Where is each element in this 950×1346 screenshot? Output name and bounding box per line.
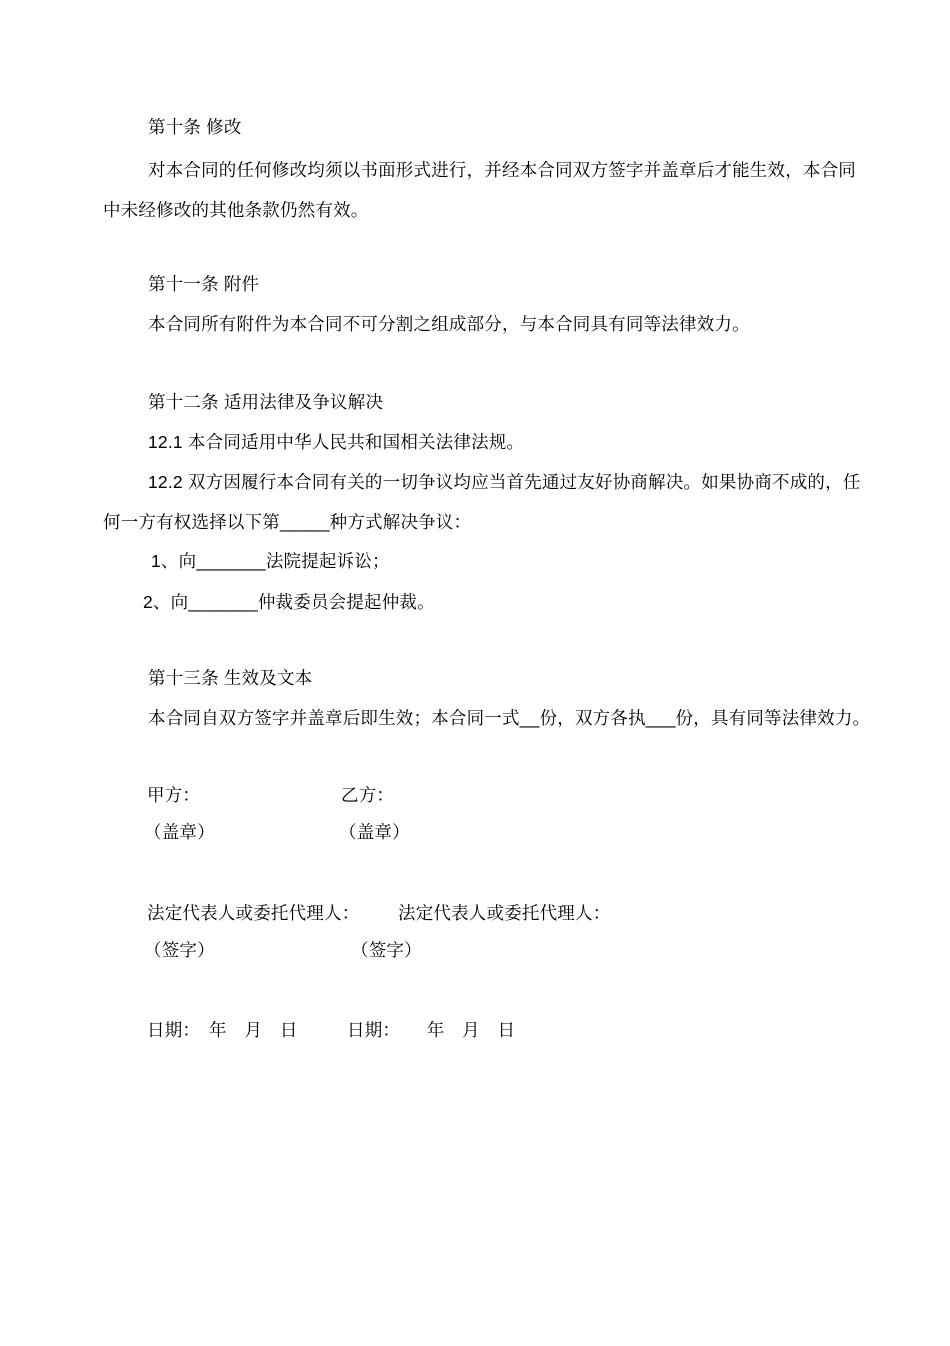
party-a-label: 甲方：: [147, 785, 201, 805]
article-10-body-line-2: 中未经修改的其他条款仍然有效。: [103, 200, 369, 220]
party-b-date-line: 日期： 年 月 日: [347, 1020, 516, 1040]
party-a-seal-label: （盖章）: [144, 822, 215, 842]
article-12-clause-12-1: 12.1 本合同适用中华人民共和国相关法律法规。: [148, 432, 525, 452]
article-12-option-2-arbitration: 2、向_______仲裁委员会提起仲裁。: [143, 592, 435, 612]
party-b-seal-label: （盖章）: [339, 822, 410, 842]
article-12-clause-12-2-line-1: 12.2 双方因履行本合同有关的一切争议均应当首先通过友好协商解决。如果协商不成的，任: [148, 472, 861, 492]
article-10-heading: 第十条 修改: [148, 117, 242, 137]
party-b-signature-label: （签字）: [351, 940, 422, 960]
article-13-heading: 第十三条 生效及文本: [148, 668, 313, 688]
article-12-option-1-litigation: 1、向_______法院提起诉讼；: [151, 551, 390, 571]
party-b-label: 乙方：: [341, 785, 395, 805]
party-b-representative-label: 法定代表人或委托代理人：: [398, 903, 611, 923]
party-a-date-line: 日期： 年 月 日: [147, 1020, 298, 1040]
article-13-body-line-1: 本合同自双方签字并盖章后即生效；本合同一式__份，双方各执___份，具有同等法律效力。: [148, 708, 871, 728]
article-12-clause-12-2-line-2: 何一方有权选择以下第_____种方式解决争议：: [103, 512, 472, 532]
article-10-body-line-1: 对本合同的任何修改均须以书面形式进行，并经本合同双方签字并盖章后才能生效，本合同: [148, 160, 856, 180]
party-a-representative-label: 法定代表人或委托代理人：: [147, 903, 360, 923]
article-12-heading: 第十二条 适用法律及争议解决: [148, 392, 384, 412]
party-a-signature-label: （签字）: [144, 940, 215, 960]
article-11-heading: 第十一条 附件: [148, 274, 260, 294]
article-11-body-line-1: 本合同所有附件为本合同不可分割之组成部分，与本合同具有同等法律效力。: [148, 314, 750, 334]
